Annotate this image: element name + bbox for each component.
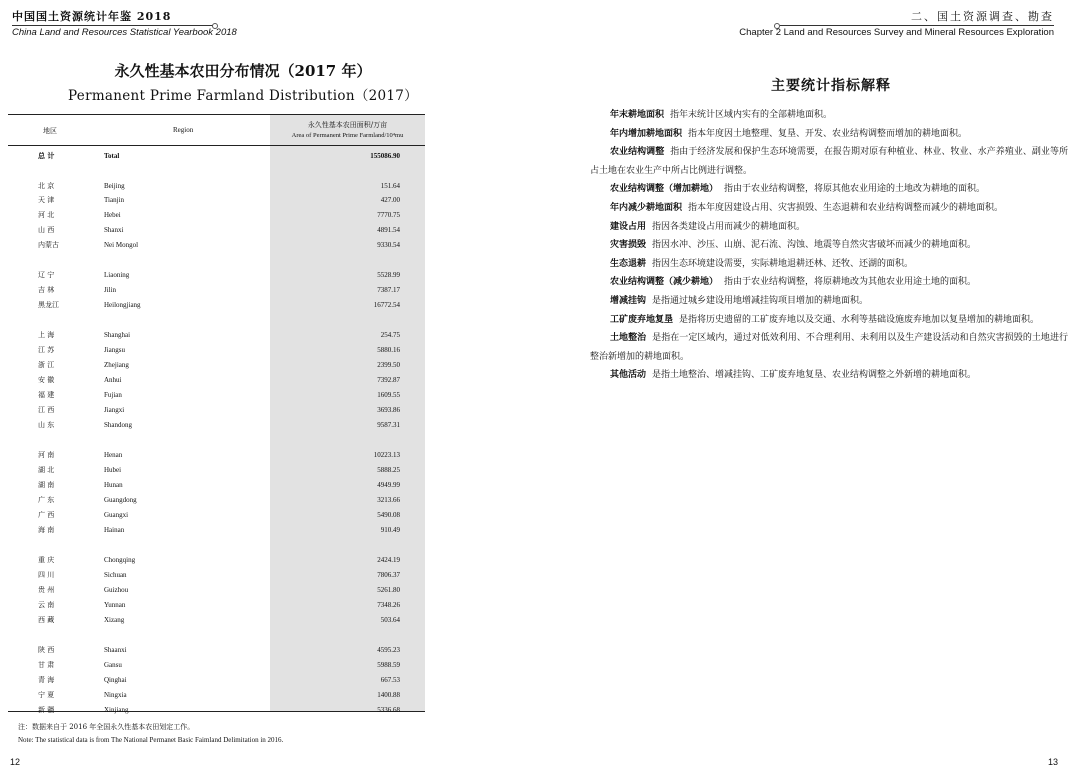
definition-term: 年内减少耕地面积 (610, 202, 683, 213)
definition-text: 是指将历史遗留的工矿废弃地以及交通、水利等基础设施废弃地加以复垦增加的耕地面积。 (679, 314, 1040, 325)
region-name-en: Shanghai (104, 331, 131, 339)
definition-item (590, 366, 1068, 385)
farmland-area-value: 4949.99 (377, 481, 400, 489)
definition-term: 农业结构调整（减少耕地） (610, 277, 719, 288)
region-name-cn: 甘 肃 (38, 661, 55, 669)
table-row (8, 613, 425, 627)
region-name-en: Shaanxi (104, 646, 127, 654)
definition-text: 指本年度因建设占用、灾害损毁、生态退耕和农业结构调整而减少的耕地面积。 (688, 202, 1004, 213)
definition-item (590, 236, 1068, 255)
farmland-area-value: 427.00 (380, 196, 400, 204)
region-name-cn: 湖 北 (38, 466, 55, 474)
table-row (8, 658, 425, 672)
definition-term: 建设占用 (610, 221, 647, 232)
definition-term: 农业结构调整（增加耕地） (610, 184, 719, 195)
farmland-area-value: 9330.54 (377, 241, 400, 249)
region-name-en: Zhejiang (104, 361, 129, 369)
farmland-area-value: 1400.88 (377, 691, 400, 699)
farmland-table (8, 114, 425, 712)
farmland-area-value: 667.53 (380, 676, 400, 684)
definition-item (590, 125, 1068, 144)
definition-text: 指本年度因土地整理、复垦、开发、农业结构调整而增加的耕地面积。 (688, 128, 968, 139)
region-name-en: Jilin (104, 286, 117, 294)
farmland-area-value: 4595.23 (377, 646, 400, 654)
definition-text: 指因生态环境建设需要，实际耕地退耕还林、还牧、还湖的面积。 (652, 258, 914, 269)
region-name-cn: 吉 林 (38, 286, 55, 294)
farmland-area-value: 1609.55 (377, 391, 400, 399)
region-name-cn: 浙 江 (38, 361, 55, 369)
table-row (8, 268, 425, 282)
definition-text: 指年末统计区域内实有的全部耕地面积。 (670, 110, 833, 120)
region-name-cn: 内蒙古 (38, 241, 59, 249)
region-name-en: Xinjiang (104, 706, 129, 714)
table-row (8, 373, 425, 387)
page-number-left: 12 (10, 757, 21, 767)
yearbook-title-cn: 中国国土资源统计年鉴 2018 (12, 10, 172, 23)
farmland-area-value: 7770.75 (377, 211, 400, 219)
farmland-area-value: 16772.54 (373, 301, 400, 309)
region-name-en: Beijing (104, 182, 125, 190)
table-row (8, 223, 425, 237)
farmland-area-value: 4891.54 (377, 226, 400, 234)
region-name-cn: 山 东 (38, 421, 55, 429)
region-name-en: Total (104, 152, 120, 160)
definition-term: 土地整治 (610, 333, 647, 344)
region-name-cn: 江 西 (38, 406, 55, 414)
note-cn: 注：数据来自于 2016 年全国永久性基本农田划定工作。 (18, 723, 195, 731)
definition-term: 增减挂钩 (610, 295, 647, 306)
farmland-area-value: 9587.31 (377, 421, 400, 429)
table-title-en: Permanent Prime Farmland Distribution（2017） (68, 88, 418, 104)
table-row (8, 328, 425, 342)
region-name-cn: 陕 西 (38, 646, 55, 654)
definition-term: 生态退耕 (610, 258, 647, 269)
region-name-cn: 新 疆 (38, 706, 55, 714)
definition-item (590, 255, 1068, 274)
region-name-en: Hebei (104, 211, 121, 219)
farmland-area-value: 155086.90 (370, 152, 400, 160)
region-name-cn: 河 北 (38, 211, 55, 219)
column-header-region-cn: 地区 (43, 127, 57, 135)
table-row (8, 193, 425, 207)
farmland-area-value: 7392.87 (377, 376, 400, 384)
region-name-cn: 海 南 (38, 526, 55, 534)
definition-item (590, 273, 1068, 292)
table-header (8, 114, 425, 146)
region-name-en: Nei Mongol (104, 241, 139, 249)
definition-term: 工矿废弃地复垦 (610, 314, 674, 325)
region-name-cn: 河 南 (38, 451, 55, 459)
page-number-right: 13 (1047, 757, 1058, 767)
region-name-cn: 山 西 (38, 226, 55, 234)
farmland-area-value: 910.49 (380, 526, 400, 534)
table-row (8, 568, 425, 582)
farmland-area-value: 2399.50 (377, 361, 400, 369)
region-name-cn: 湖 南 (38, 481, 55, 489)
table-row (8, 598, 425, 612)
definition-term: 年内增加耕地面积 (610, 128, 683, 139)
farmland-area-value: 7348.26 (377, 601, 400, 609)
region-name-cn: 宁 夏 (38, 691, 55, 699)
definition-text: 指因水冲、沙压、山崩、泥石流、沟蚀、地震等自然灾害破坏而减少的耕地面积。 (652, 240, 977, 251)
region-name-en: Hunan (104, 481, 123, 489)
column-header-area-en: Area of Permanent Prime Farmland/10⁴mu (291, 132, 404, 139)
table-row (8, 463, 425, 477)
region-name-en: Xizang (104, 616, 125, 624)
table-row (8, 418, 425, 432)
table-row (8, 238, 425, 252)
definition-text: 是指土地整治、增减挂钩、工矿废弃地复垦、农业结构调整之外新增的耕地面积。 (652, 370, 977, 381)
table-row-total (8, 149, 425, 163)
farmland-area-value: 5490.08 (377, 511, 400, 519)
region-name-en: Gansu (104, 661, 122, 669)
region-name-en: Hubei (104, 466, 122, 474)
region-name-cn: 上 海 (38, 331, 55, 339)
table-row (8, 643, 425, 657)
farmland-area-value: 2424.19 (377, 556, 400, 564)
region-name-cn: 总 计 (38, 151, 55, 160)
farmland-area-value: 3693.86 (377, 406, 400, 414)
table-row (8, 583, 425, 597)
table-row (8, 179, 425, 193)
region-name-en: Shandong (104, 421, 132, 429)
definition-text: 指由于农业结构调整，将原耕地改为其他农业用途土地的面积。 (724, 277, 977, 288)
definition-item (590, 329, 1068, 366)
region-name-cn: 黑龙江 (38, 301, 59, 309)
table-row (8, 208, 425, 222)
region-name-cn: 西 藏 (38, 616, 55, 624)
region-name-en: Chongqing (104, 556, 136, 564)
definition-text: 指因各类建设占用而减少的耕地面积。 (652, 221, 806, 232)
table-row (8, 673, 425, 687)
definition-term: 农业结构调整 (610, 147, 665, 158)
table-row (8, 493, 425, 507)
farmland-area-value: 5261.80 (377, 586, 400, 594)
table-row (8, 403, 425, 417)
region-name-cn: 天 津 (38, 196, 55, 204)
region-name-en: Guangdong (104, 496, 137, 504)
farmland-area-value: 254.75 (380, 331, 400, 339)
table-row (8, 298, 425, 312)
table-row (8, 478, 425, 492)
region-name-cn: 北 京 (38, 182, 55, 190)
region-name-cn: 四 川 (38, 571, 55, 579)
chapter-title-en: Chapter 2 Land and Resources Survey and Mineral Resources Exploration (739, 27, 1054, 38)
farmland-area-value: 5336.68 (377, 706, 400, 714)
farmland-area-value: 5888.25 (377, 466, 400, 474)
definition-text: 指由于经济发展和保护生态环境需要，在报告期对原有种植业、林业、牧业、水产养殖业、副业等所占土地在农业生产中所占比例进行调整。 (590, 147, 1068, 176)
region-name-cn: 广 东 (38, 496, 55, 504)
definitions-heading: 主要统计指标解释 (771, 78, 891, 94)
region-name-en: Jiangxi (104, 406, 125, 414)
region-name-en: Sichuan (104, 571, 127, 579)
region-name-en: Yunnan (104, 601, 126, 609)
definition-item (590, 311, 1068, 330)
region-name-cn: 辽 宁 (38, 271, 55, 279)
region-name-en: Guangxi (104, 511, 129, 519)
farmland-area-value: 503.64 (380, 616, 400, 624)
column-header-region-en: Region (173, 126, 194, 134)
definition-term: 年末耕地面积 (610, 110, 665, 120)
table-row (8, 703, 425, 717)
farmland-area-value: 151.64 (380, 182, 400, 190)
farmland-area-value: 5528.99 (377, 271, 400, 279)
definition-item (590, 218, 1068, 237)
definition-text: 是指通过城乡建设用地增减挂钩项目增加的耕地面积。 (652, 295, 869, 306)
definition-item (590, 106, 1068, 125)
region-name-en: Heilongjiang (104, 301, 141, 309)
farmland-area-value: 5880.16 (377, 346, 400, 354)
region-name-cn: 云 南 (38, 601, 55, 609)
region-name-en: Henan (104, 451, 123, 459)
region-name-cn: 贵 州 (38, 586, 55, 594)
table-body (8, 146, 425, 712)
definition-item (590, 143, 1068, 180)
region-name-cn: 青 海 (38, 676, 55, 684)
table-row (8, 523, 425, 537)
farmland-area-value: 7806.37 (377, 571, 400, 579)
chapter-title-cn: 二、国土资源调查、勘查 (911, 10, 1054, 23)
table-row (8, 448, 425, 462)
header-rule-left (12, 25, 214, 26)
note-en: Note: The statistical data is from The National Permanet Basic Faimland Delimitation in 2016. (18, 736, 284, 744)
region-name-en: Hainan (104, 526, 125, 534)
region-name-en: Fujian (104, 391, 122, 399)
yearbook-title-en: China Land and Resources Statistical Yearbook 2018 (12, 27, 237, 38)
table-title-cn: 永久性基本农田分布情况（2017 年） (114, 62, 372, 80)
table-row (8, 508, 425, 522)
region-name-en: Jiangsu (104, 346, 125, 354)
definition-item (590, 199, 1068, 218)
region-name-cn: 安 徽 (38, 376, 55, 384)
farmland-area-value: 7387.17 (377, 286, 400, 294)
table-row (8, 688, 425, 702)
definitions-list (590, 106, 1068, 385)
column-header-area-cn: 永久性基本农田面积/万亩 (307, 121, 388, 129)
region-name-cn: 福 建 (38, 391, 55, 399)
table-row (8, 388, 425, 402)
region-name-en: Qinghai (104, 676, 127, 684)
region-name-cn: 广 西 (38, 511, 55, 519)
farmland-area-value: 10223.13 (373, 451, 400, 459)
region-name-en: Ningxia (104, 691, 127, 699)
definition-text: 指由于农业结构调整，将原其他农业用途的土地改为耕地的面积。 (724, 184, 986, 195)
definition-item (590, 180, 1068, 199)
region-name-cn: 江 苏 (38, 346, 55, 354)
definition-item (590, 292, 1068, 311)
region-name-en: Anhui (104, 376, 122, 384)
region-name-en: Guizhou (104, 586, 129, 594)
header-rule-right (780, 25, 1054, 26)
table-row (8, 283, 425, 297)
farmland-area-value: 5988.59 (377, 661, 400, 669)
region-name-en: Shanxi (104, 226, 124, 234)
table-row (8, 553, 425, 567)
definition-term: 其他活动 (610, 370, 647, 381)
definition-term: 灾害损毁 (610, 240, 647, 251)
region-name-en: Tianjin (104, 196, 124, 204)
region-name-en: Liaoning (104, 271, 130, 279)
region-name-cn: 重 庆 (38, 556, 55, 564)
definition-text: 是指在一定区域内，通过对低效利用、不合理利用、未利用以及生产建设活动和自然灾害损毁的土地进行整治新增加的耕地面积。 (590, 333, 1068, 362)
table-row (8, 358, 425, 372)
farmland-area-value: 3213.66 (377, 496, 400, 504)
table-row (8, 343, 425, 357)
